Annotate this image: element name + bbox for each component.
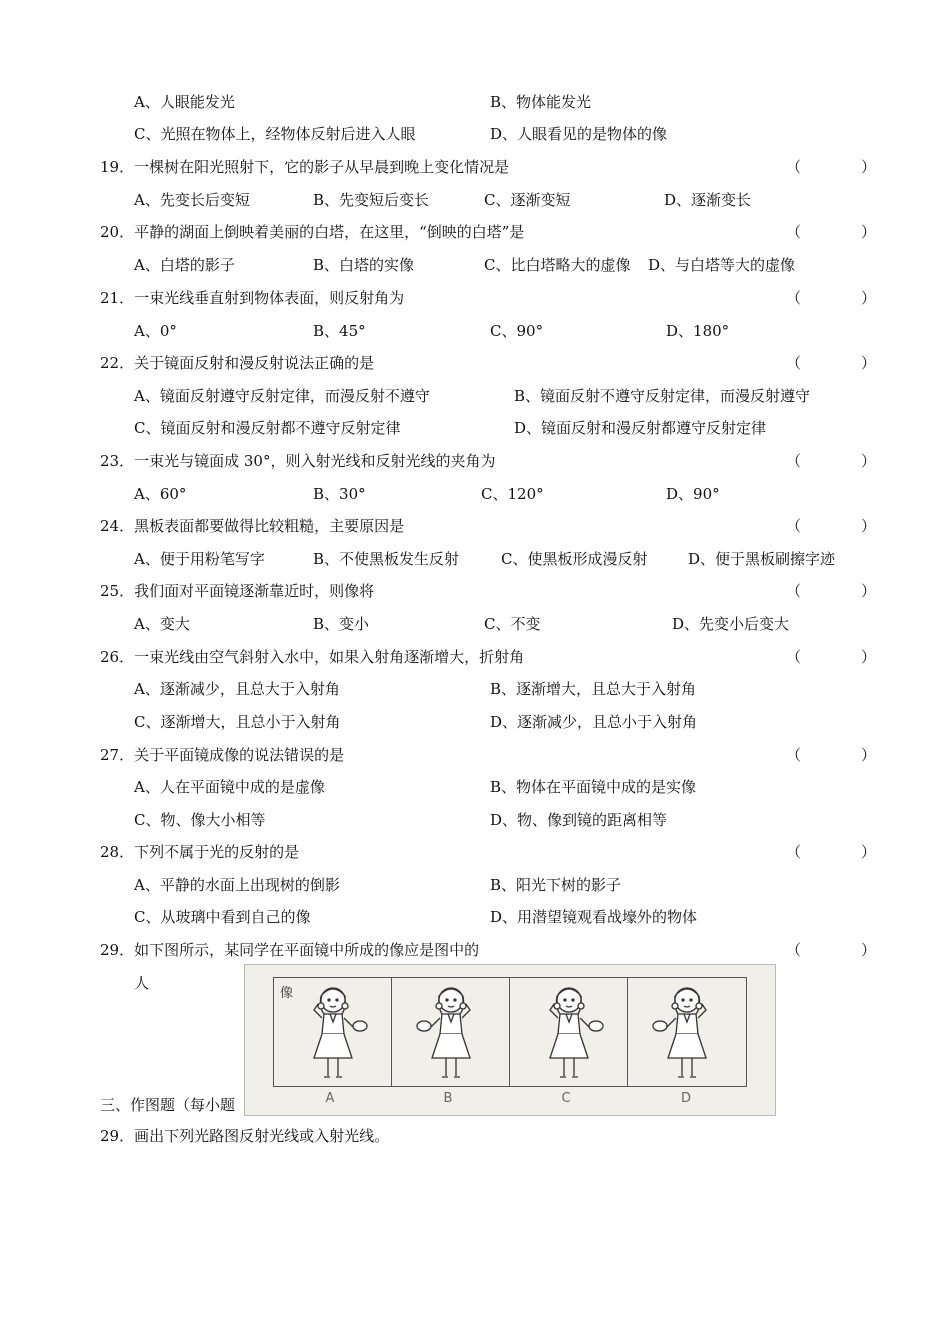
- answer-blank: （ ）: [786, 517, 877, 535]
- figure-frame: [273, 977, 747, 1087]
- text-line-q28a: A、平静的水面上出现树的倒影: [134, 876, 340, 894]
- answer-blank: （ ）: [786, 648, 877, 666]
- text-line-q23: 23．一束光与镜面成 30°，则入射光线和反射光线的夹角为: [100, 452, 496, 470]
- text-line-q22b: B、镜面反射不遵守反射定律，而漫反射遵守: [514, 387, 811, 405]
- text-line-q22: 22．关于镜面反射和漫反射说法正确的是: [100, 354, 375, 372]
- text-line-q29b: 29．画出下列光路图反射光线或入射光线。: [100, 1127, 390, 1145]
- text-line-q24c: C、使黑板形成漫反射: [501, 550, 648, 568]
- text-line-q19c: C、逐渐变短: [484, 191, 571, 209]
- answer-blank: （ ）: [786, 941, 877, 959]
- text-line-q18d: D、人眼看见的是物体的像: [490, 125, 668, 143]
- text-line-q19a: A、先变长后变短: [134, 191, 250, 209]
- text-line-q20c: C、比白塔略大的虚像: [484, 256, 631, 274]
- girl-b-icon: [392, 978, 510, 1088]
- figure-cell-b: [392, 978, 510, 1086]
- text-line-q27b: B、物体在平面镜中成的是实像: [490, 778, 697, 796]
- caption-d: D: [680, 1091, 691, 1106]
- text-line-q26a: A、逐渐减少，且总大于入射角: [134, 680, 340, 698]
- xiang-label: 像: [280, 986, 294, 1001]
- text-line-q25d: D、先变小后变大: [672, 615, 790, 633]
- answer-blank: （ ）: [786, 582, 877, 600]
- girl-d-icon: [628, 978, 746, 1088]
- figure-cell-d: [628, 978, 748, 1086]
- answer-blank: （ ）: [786, 289, 877, 307]
- answer-blank: （ ）: [786, 223, 877, 241]
- answer-blank: （ ）: [786, 746, 877, 764]
- text-line-q26b: B、逐渐增大，且总大于入射角: [490, 680, 697, 698]
- figure-cell-c: [510, 978, 628, 1086]
- mirror-image-figure: [244, 964, 776, 1116]
- text-line-q27: 27．关于平面镜成像的说法错误的是: [100, 746, 345, 764]
- text-line-q22a: A、镜面反射遵守反射定律，而漫反射不遵守: [134, 387, 430, 405]
- girl-c-icon: [510, 978, 628, 1088]
- text-line-q19: 19．一棵树在阳光照射下，它的影子从早晨到晚上变化情况是: [100, 158, 510, 176]
- text-line-q19d: D、逐渐变长: [664, 191, 752, 209]
- text-line-q21c: C、90°: [490, 322, 544, 340]
- text-line-q24a: A、便于用粉笔写字: [134, 550, 265, 568]
- text-line-q18a: A、人眼能发光: [134, 93, 235, 111]
- answer-blank: （ ）: [786, 354, 877, 372]
- answer-blank: （ ）: [786, 843, 877, 861]
- text-line-q29: 29．如下图所示，某同学在平面镜中所成的像应是图中的: [100, 941, 480, 959]
- text-line-q26d: D、逐渐减少，且总小于入射角: [490, 713, 698, 731]
- text-line-q20a: A、白塔的影子: [134, 256, 235, 274]
- text-line-q20d: D、与白塔等大的虚像: [648, 256, 796, 274]
- text-line-q24d: D、便于黑板刷擦字迹: [688, 550, 836, 568]
- text-line-q21: 21．一束光线垂直射到物体表面，则反射角为: [100, 289, 405, 307]
- text-line-q21d: D、180°: [666, 322, 730, 340]
- answer-blank: （ ）: [786, 158, 877, 176]
- text-line-q25b: B、变小: [313, 615, 370, 633]
- text-line-q28c: C、从玻璃中看到自己的像: [134, 908, 311, 926]
- text-line-q24: 24．黑板表面都要做得比较粗糙，主要原因是: [100, 517, 405, 535]
- text-line-q27c: C、物、像大小相等: [134, 811, 266, 829]
- text-line-q20b: B、白塔的实像: [313, 256, 415, 274]
- text-line-q29tail: 人: [134, 974, 150, 992]
- text-line-q23c: C、120°: [481, 485, 544, 503]
- text-line-q25: 25．我们面对平面镜逐渐靠近时，则像将: [100, 582, 375, 600]
- text-line-q27d: D、物、像到镜的距离相等: [490, 811, 668, 829]
- text-line-q25c: C、不变: [484, 615, 541, 633]
- text-line-q21a: A、0°: [134, 322, 177, 340]
- text-line-q22d: D、镜面反射和漫反射都遵守反射定律: [514, 419, 767, 437]
- text-line-sec3: 三、作图题（每小题: [100, 1096, 236, 1114]
- figure-cell-a: [274, 978, 392, 1086]
- text-line-q20: 20．平静的湖面上倒映着美丽的白塔，在这里，“倒映的白塔”是: [100, 223, 525, 241]
- text-line-q23a: A、60°: [134, 485, 187, 503]
- text-line-q23d: D、90°: [666, 485, 720, 503]
- answer-blank: （ ）: [786, 452, 877, 470]
- text-line-q28: 28．下列不属于光的反射的是: [100, 843, 300, 861]
- text-line-q19b: B、先变短后变长: [313, 191, 430, 209]
- text-line-q28d: D、用潜望镜观看战壕外的物体: [490, 908, 698, 926]
- text-line-q24b: B、不使黑板发生反射: [313, 550, 460, 568]
- caption-c: C: [561, 1091, 571, 1106]
- text-line-q26c: C、逐渐增大，且总小于入射角: [134, 713, 341, 731]
- text-line-q27a: A、人在平面镜中成的是虚像: [134, 778, 325, 796]
- text-line-q23b: B、30°: [313, 485, 366, 503]
- caption-b: B: [443, 1091, 453, 1106]
- text-line-q21b: B、45°: [313, 322, 366, 340]
- text-line-q25a: A、变大: [134, 615, 190, 633]
- text-line-q28b: B、阳光下树的影子: [490, 876, 622, 894]
- text-line-q18b: B、物体能发光: [490, 93, 592, 111]
- text-line-q26: 26．一束光线由空气斜射入水中，如果入射角逐渐增大，折射角: [100, 648, 525, 666]
- text-line-q18c: C、光照在物体上，经物体反射后进入人眼: [134, 125, 416, 143]
- caption-a: A: [325, 1091, 335, 1106]
- text-line-q22c: C、镜面反射和漫反射都不遵守反射定律: [134, 419, 401, 437]
